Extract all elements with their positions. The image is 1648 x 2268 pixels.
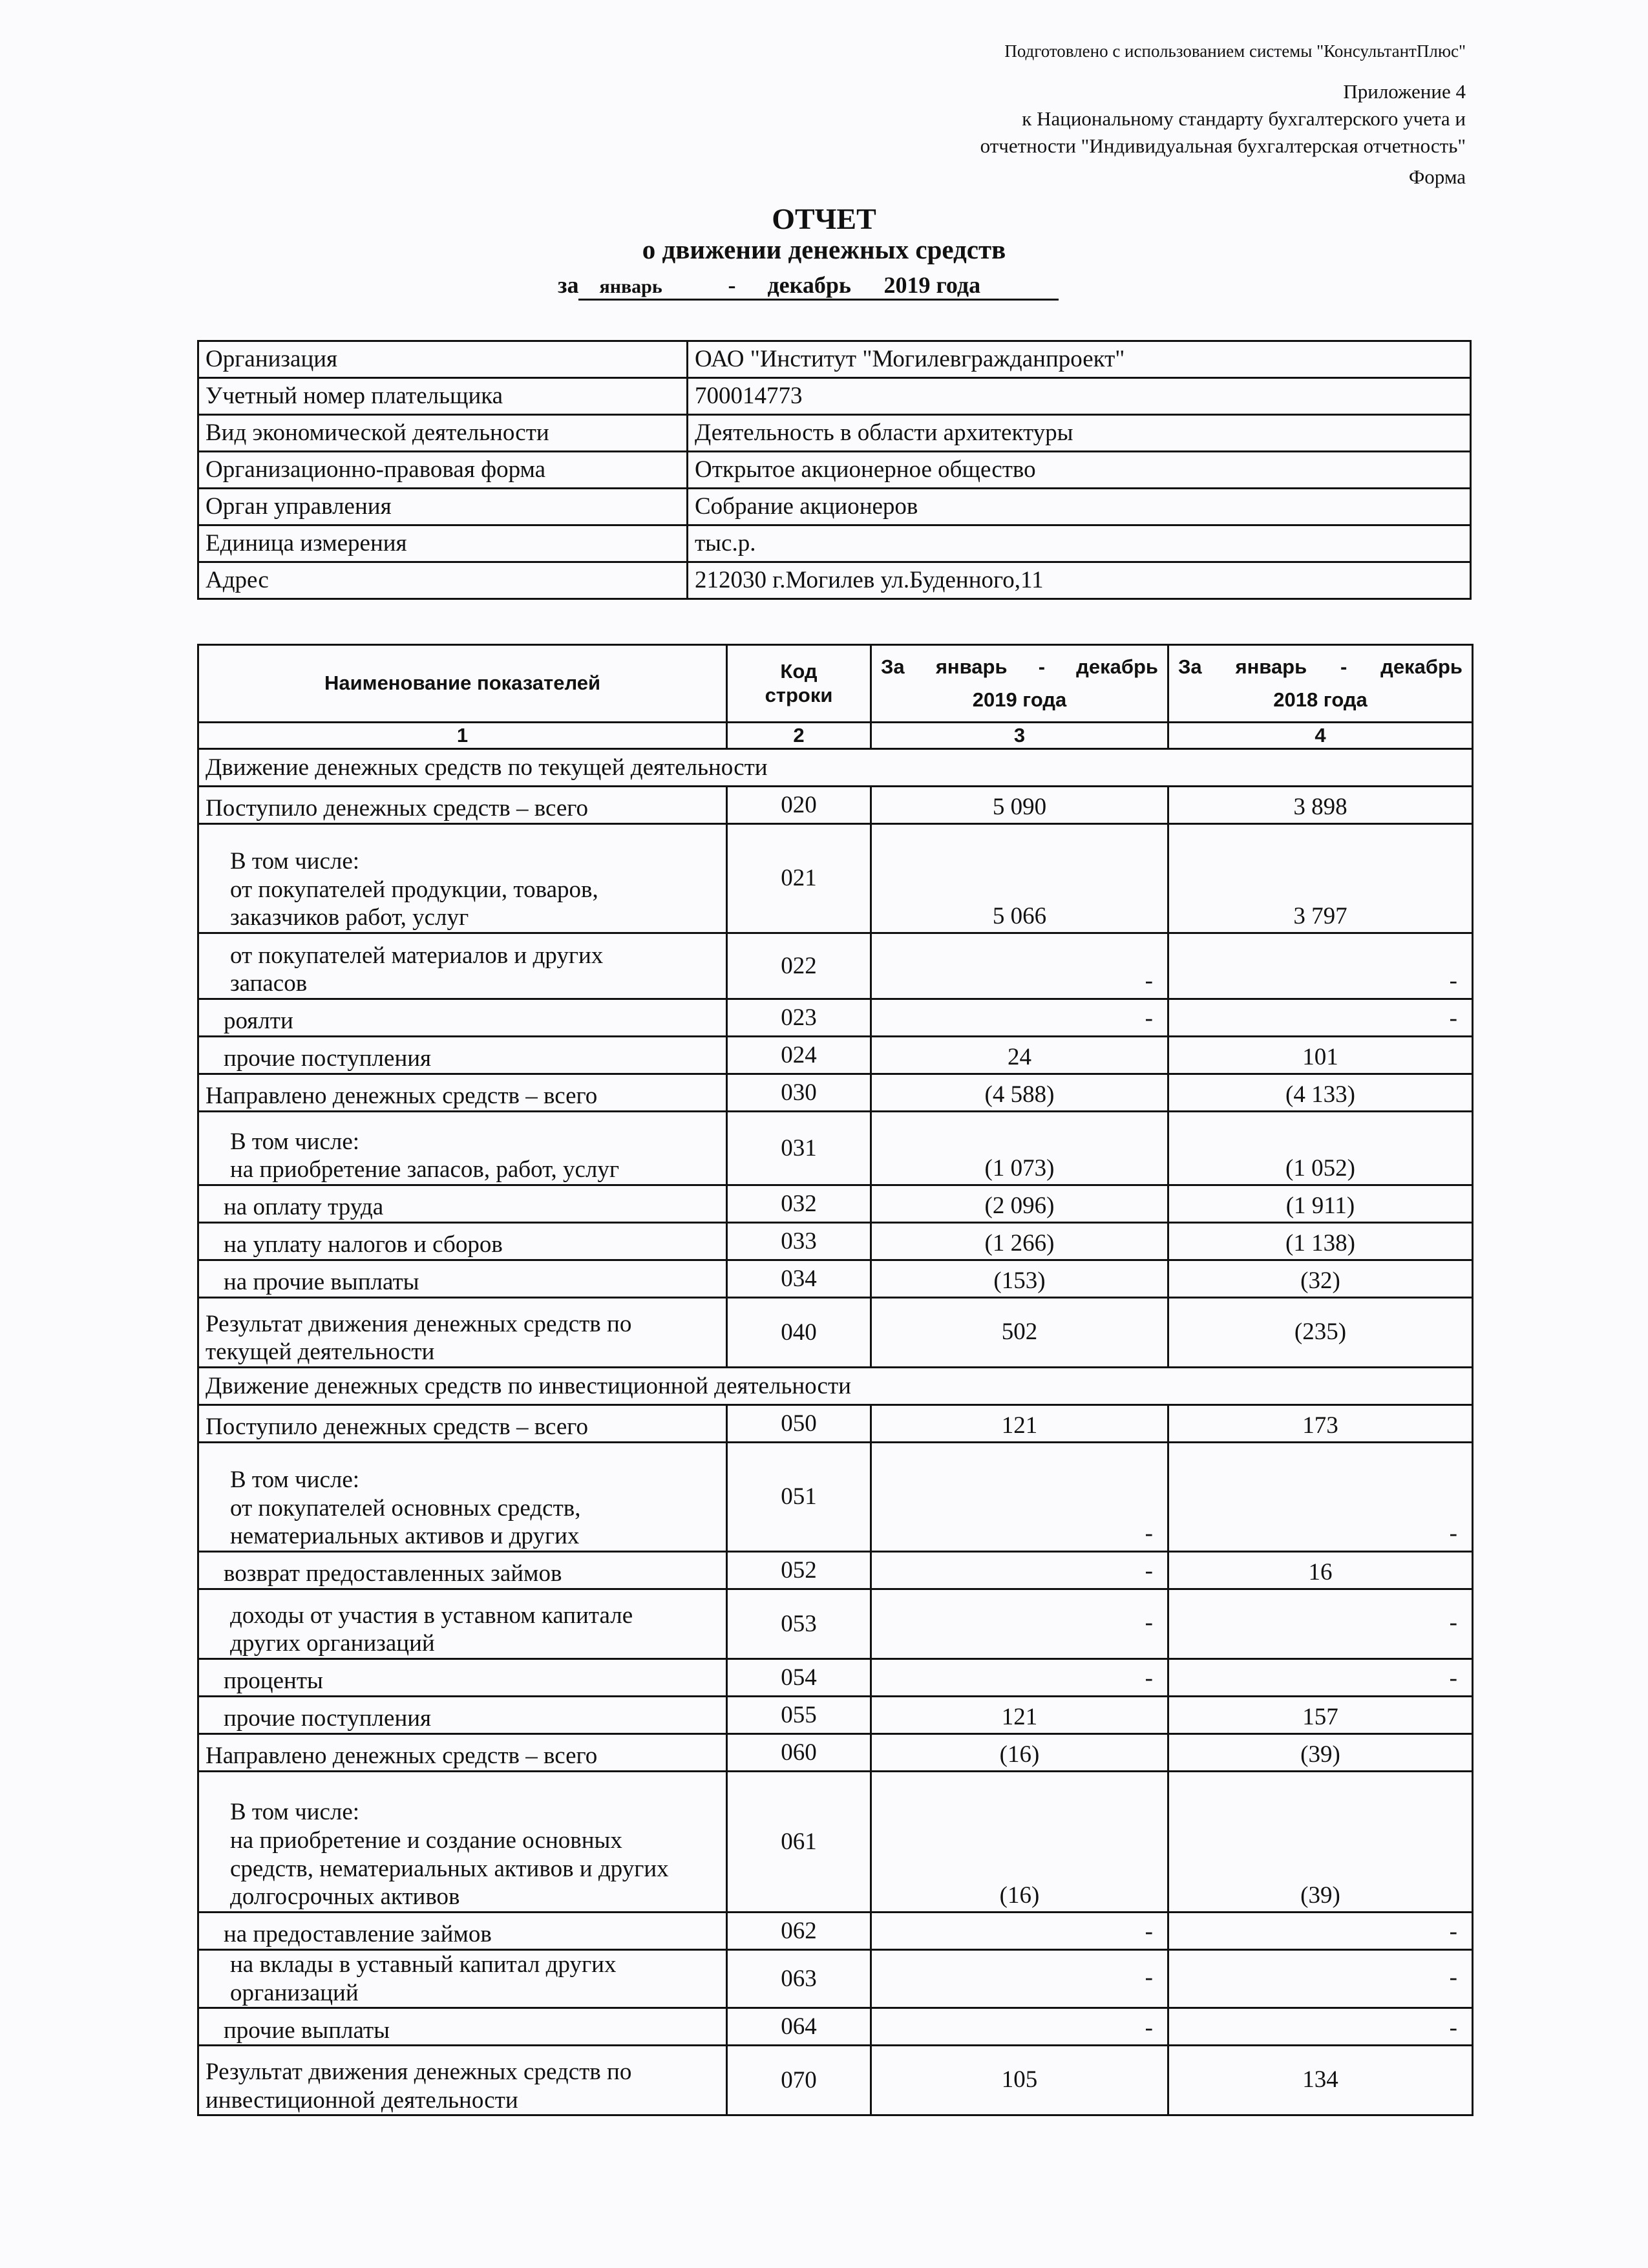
row-code: 050 <box>727 1405 871 1443</box>
row-code: 033 <box>727 1223 871 1260</box>
section-row <box>198 749 1473 787</box>
row-name: Направлено денежных средств – всего <box>198 1074 727 1112</box>
info-value: Собрание акционеров <box>688 489 1471 525</box>
table-row <box>198 1074 1473 1112</box>
row-name: проценты <box>198 1659 727 1697</box>
row-code: 031 <box>727 1112 871 1185</box>
row-code: 022 <box>727 933 871 999</box>
period-underline <box>578 271 1059 301</box>
row-code: 030 <box>727 1074 871 1112</box>
value-2018: (1 138) <box>1168 1223 1473 1260</box>
value-2018: (39) <box>1168 1734 1473 1772</box>
table-row <box>198 1405 1473 1443</box>
column-number: 4 <box>1168 723 1473 749</box>
column-number-row <box>198 723 1473 749</box>
value-2019: (16) <box>871 1772 1168 1913</box>
row-name: Направлено денежных средств – всего <box>198 1734 727 1772</box>
period-from: январь <box>599 276 662 297</box>
info-row <box>198 378 1471 415</box>
table-row <box>198 1913 1473 1950</box>
info-label: Учетный номер плательщика <box>198 378 688 415</box>
row-code: 054 <box>727 1659 871 1697</box>
report-subtitle: о движении денежных средств <box>642 235 1006 264</box>
row-name: на оплату труда <box>198 1185 727 1223</box>
info-row <box>198 562 1471 599</box>
value-2019: - <box>871 1950 1168 2008</box>
value-2018: - <box>1168 1443 1473 1552</box>
value-2019: - <box>871 1913 1168 1950</box>
row-name: Поступило денежных средств – всего <box>198 1405 727 1443</box>
value-2018: 173 <box>1168 1405 1473 1443</box>
info-value: Открытое акционерное общество <box>688 452 1471 489</box>
value-2018: (1 052) <box>1168 1112 1473 1185</box>
row-name: роялти <box>198 999 727 1037</box>
value-2019: (1 073) <box>871 1112 1168 1185</box>
prepared-with-note: Подготовлено с использованием системы "КонсультантПлюс" <box>1004 41 1466 61</box>
row-code: 034 <box>727 1260 871 1298</box>
row-code: 070 <box>727 2046 871 2115</box>
report-period <box>558 271 1059 301</box>
info-label: Вид экономической деятельности <box>198 415 688 452</box>
info-label: Орган управления <box>198 489 688 525</box>
value-2018: - <box>1168 933 1473 999</box>
table-row <box>198 999 1473 1037</box>
value-2019: - <box>871 2008 1168 2046</box>
table-row <box>198 1697 1473 1734</box>
period-dash: - <box>728 272 736 298</box>
report-title: ОТЧЕТ <box>772 202 876 235</box>
period-prefix: за <box>558 272 579 298</box>
value-2018: - <box>1168 1589 1473 1659</box>
table-row <box>198 1589 1473 1659</box>
info-value: Деятельность в области архитектуры <box>688 415 1471 452</box>
value-2019: 121 <box>871 1697 1168 1734</box>
row-name: прочие поступления <box>198 1037 727 1074</box>
table-row <box>198 1112 1473 1185</box>
period-year: 2019 года <box>883 272 981 298</box>
row-name: Поступило денежных средств – всего <box>198 787 727 824</box>
header-indicator-name: Наименование показателей <box>198 645 727 723</box>
header-period-2019: За январь - декабрь 2019 года <box>871 645 1168 723</box>
section-current-activity: Движение денежных средств по текущей деятельности <box>198 749 1473 787</box>
value-2019: - <box>871 1552 1168 1589</box>
value-2019: - <box>871 1443 1168 1552</box>
row-code: 052 <box>727 1552 871 1589</box>
section-investment-activity: Движение денежных средств по инвестиционной деятельности <box>198 1368 1473 1405</box>
value-2019: (16) <box>871 1734 1168 1772</box>
row-code: 064 <box>727 2008 871 2046</box>
table-row <box>198 1443 1473 1552</box>
row-name: В том числе: на приобретение запасов, работ, услуг <box>198 1112 727 1185</box>
info-label: Организация <box>198 341 688 378</box>
value-2018: 157 <box>1168 1697 1473 1734</box>
info-row <box>198 415 1471 452</box>
row-code: 020 <box>727 787 871 824</box>
header-period-2018: За январь - декабрь 2018 года <box>1168 645 1473 723</box>
table-row <box>198 1223 1473 1260</box>
info-label: Организационно-правовая форма <box>198 452 688 489</box>
value-2018: 134 <box>1168 2046 1473 2115</box>
table-row <box>198 1260 1473 1298</box>
appendix-line-1: Приложение 4 <box>1343 80 1466 103</box>
row-name: на прочие выплаты <box>198 1260 727 1298</box>
form-label: Форма <box>1408 165 1466 188</box>
value-2018: 3 898 <box>1168 787 1473 824</box>
row-code: 021 <box>727 824 871 933</box>
row-name: на уплату налогов и сборов <box>198 1223 727 1260</box>
row-code: 032 <box>727 1185 871 1223</box>
value-2018: - <box>1168 999 1473 1037</box>
column-number: 3 <box>871 723 1168 749</box>
table-row <box>198 787 1473 824</box>
row-name: В том числе: на приобретение и создание основных средств, нематериальных активов и других долгосрочных активов <box>198 1772 727 1913</box>
value-2019: 5 090 <box>871 787 1168 824</box>
value-2019: - <box>871 1659 1168 1697</box>
row-code: 024 <box>727 1037 871 1074</box>
cash-flow-table <box>197 644 1474 2116</box>
info-row <box>198 341 1471 378</box>
table-row <box>198 1552 1473 1589</box>
header-row-code: Код строки <box>727 645 871 723</box>
row-code: 063 <box>727 1950 871 2008</box>
info-label: Адрес <box>198 562 688 599</box>
value-2018: (39) <box>1168 1772 1473 1913</box>
table-row <box>198 1659 1473 1697</box>
info-row <box>198 489 1471 525</box>
table-row <box>198 2008 1473 2046</box>
row-code: 053 <box>727 1589 871 1659</box>
value-2018: (4 133) <box>1168 1074 1473 1112</box>
row-name: на вклады в уставный капитал других организаций <box>198 1950 727 2008</box>
section-row <box>198 1368 1473 1405</box>
table-row <box>198 1037 1473 1074</box>
row-code: 040 <box>727 1298 871 1368</box>
table-row <box>198 1772 1473 1913</box>
row-name: прочие поступления <box>198 1697 727 1734</box>
info-row <box>198 525 1471 562</box>
value-2018: - <box>1168 1950 1473 2008</box>
info-value: 212030 г.Могилев ул.Буденного,11 <box>688 562 1471 599</box>
value-2019: - <box>871 933 1168 999</box>
value-2019: (4 588) <box>871 1074 1168 1112</box>
row-name: В том числе: от покупателей продукции, товаров, заказчиков работ, услуг <box>198 824 727 933</box>
table-row <box>198 1298 1473 1368</box>
value-2019: 121 <box>871 1405 1168 1443</box>
info-value: 700014773 <box>688 378 1471 415</box>
value-2019: 24 <box>871 1037 1168 1074</box>
info-value: ОАО "Институт "Могилевгражданпроект" <box>688 341 1471 378</box>
table-row <box>198 1185 1473 1223</box>
value-2018: 101 <box>1168 1037 1473 1074</box>
table-header-row <box>198 645 1473 723</box>
value-2018: - <box>1168 1913 1473 1950</box>
value-2019: (1 266) <box>871 1223 1168 1260</box>
row-code: 023 <box>727 999 871 1037</box>
value-2019: (153) <box>871 1260 1168 1298</box>
table-row <box>198 1734 1473 1772</box>
value-2019: - <box>871 999 1168 1037</box>
period-to: декабрь <box>767 272 851 298</box>
table-row <box>198 824 1473 933</box>
row-name: на предоставление займов <box>198 1913 727 1950</box>
table-row <box>198 2046 1473 2115</box>
table-row <box>198 933 1473 999</box>
row-name: прочие выплаты <box>198 2008 727 2046</box>
value-2019: 105 <box>871 2046 1168 2115</box>
column-number: 1 <box>198 723 727 749</box>
row-name: от покупателей материалов и других запасов <box>198 933 727 999</box>
row-name: возврат предоставленных займов <box>198 1552 727 1589</box>
value-2018: (235) <box>1168 1298 1473 1368</box>
row-code: 051 <box>727 1443 871 1552</box>
row-name: доходы от участия в уставном капитале других организаций <box>198 1589 727 1659</box>
value-2018: (32) <box>1168 1260 1473 1298</box>
value-2018: (1 911) <box>1168 1185 1473 1223</box>
column-number: 2 <box>727 723 871 749</box>
appendix-line-2: к Национальному стандарту бухгалтерского учета и <box>1022 107 1466 130</box>
organization-info-table <box>197 340 1472 600</box>
row-name: Результат движения денежных средств по инвестиционной деятельности <box>198 2046 727 2115</box>
row-code: 062 <box>727 1913 871 1950</box>
row-code: 061 <box>727 1772 871 1913</box>
value-2018: - <box>1168 1659 1473 1697</box>
value-2018: 3 797 <box>1168 824 1473 933</box>
table-row <box>198 1950 1473 2008</box>
value-2019: 5 066 <box>871 824 1168 933</box>
info-row <box>198 452 1471 489</box>
value-2019: 502 <box>871 1298 1168 1368</box>
info-label: Единица измерения <box>198 525 688 562</box>
row-name: В том числе: от покупателей основных средств, нематериальных активов и других <box>198 1443 727 1552</box>
row-code: 060 <box>727 1734 871 1772</box>
row-code: 055 <box>727 1697 871 1734</box>
row-name: Результат движения денежных средств по текущей деятельности <box>198 1298 727 1368</box>
value-2019: (2 096) <box>871 1185 1168 1223</box>
value-2018: 16 <box>1168 1552 1473 1589</box>
value-2018: - <box>1168 2008 1473 2046</box>
appendix-line-3: отчетности "Индивидуальная бухгалтерская отчетность" <box>980 134 1466 157</box>
value-2019: - <box>871 1589 1168 1659</box>
info-value: тыс.р. <box>688 525 1471 562</box>
